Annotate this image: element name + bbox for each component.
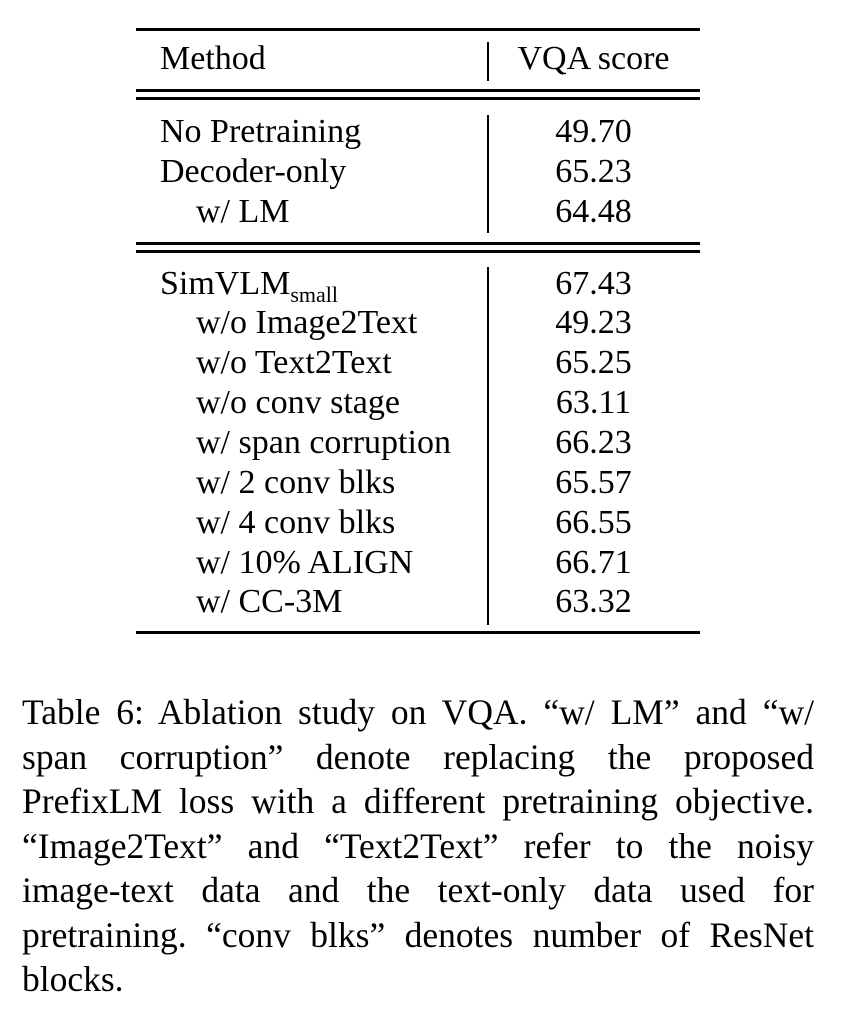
table-row-score: 64.48 bbox=[555, 193, 632, 230]
header-column-divider bbox=[487, 42, 489, 81]
table-caption: Table 6: Ablation study on VQA. “w/ LM” and “w/ span corruption” denote replacing the proposed PrefixLM loss with a different pretraining objective. “Image2Text” and “Text2Text” refer to the noisy image-text data and the text-only data used for pretraining. “conv blks” denotes number of ResNet blocks. bbox=[22, 692, 814, 999]
table-row-score: 67.43 bbox=[555, 265, 632, 302]
simvlm-name: SimVLM bbox=[160, 265, 291, 302]
table-row-method: w/ LM bbox=[196, 193, 290, 230]
table-row-score: 49.23 bbox=[555, 304, 632, 341]
table-row-score: 65.23 bbox=[555, 153, 632, 190]
table-row-score: 63.32 bbox=[555, 583, 632, 620]
header-double-rule-top bbox=[136, 89, 700, 92]
table-row-method: w/o Text2Text bbox=[196, 344, 392, 381]
table-row-method: w/ 2 conv blks bbox=[196, 464, 396, 501]
table-row-score: 66.71 bbox=[555, 544, 632, 581]
table-row-method: w/ 10% ALIGN bbox=[196, 544, 414, 581]
table-bottom-rule bbox=[136, 631, 700, 634]
table-row-method: Decoder-only bbox=[160, 153, 347, 190]
group-double-rule-bottom bbox=[136, 250, 700, 253]
simvlm-subscript: small bbox=[290, 282, 339, 307]
table-row-method bbox=[160, 264, 338, 307]
table-row-score: 63.11 bbox=[555, 384, 632, 421]
table-row-score: 66.55 bbox=[555, 504, 632, 541]
table-row-method: w/ 4 conv blks bbox=[196, 504, 396, 541]
table-row-method: w/o conv stage bbox=[196, 384, 400, 421]
table-row-method: No Pretraining bbox=[160, 113, 362, 150]
header-double-rule-bottom bbox=[136, 97, 700, 100]
header-method: Method bbox=[160, 40, 266, 77]
table-row-method: w/ CC-3M bbox=[196, 583, 343, 620]
table-row-method: w/ span corruption bbox=[196, 424, 451, 461]
table-top-rule bbox=[136, 28, 700, 31]
header-vqa-score: VQA score bbox=[517, 40, 670, 77]
table-row-score: 65.25 bbox=[555, 344, 632, 381]
table-row-score: 49.70 bbox=[555, 113, 632, 150]
table-row-score: 66.23 bbox=[555, 424, 632, 461]
group-double-rule-top bbox=[136, 242, 700, 245]
table-row-method: w/o Image2Text bbox=[196, 304, 418, 341]
table-row-score: 65.57 bbox=[555, 464, 632, 501]
